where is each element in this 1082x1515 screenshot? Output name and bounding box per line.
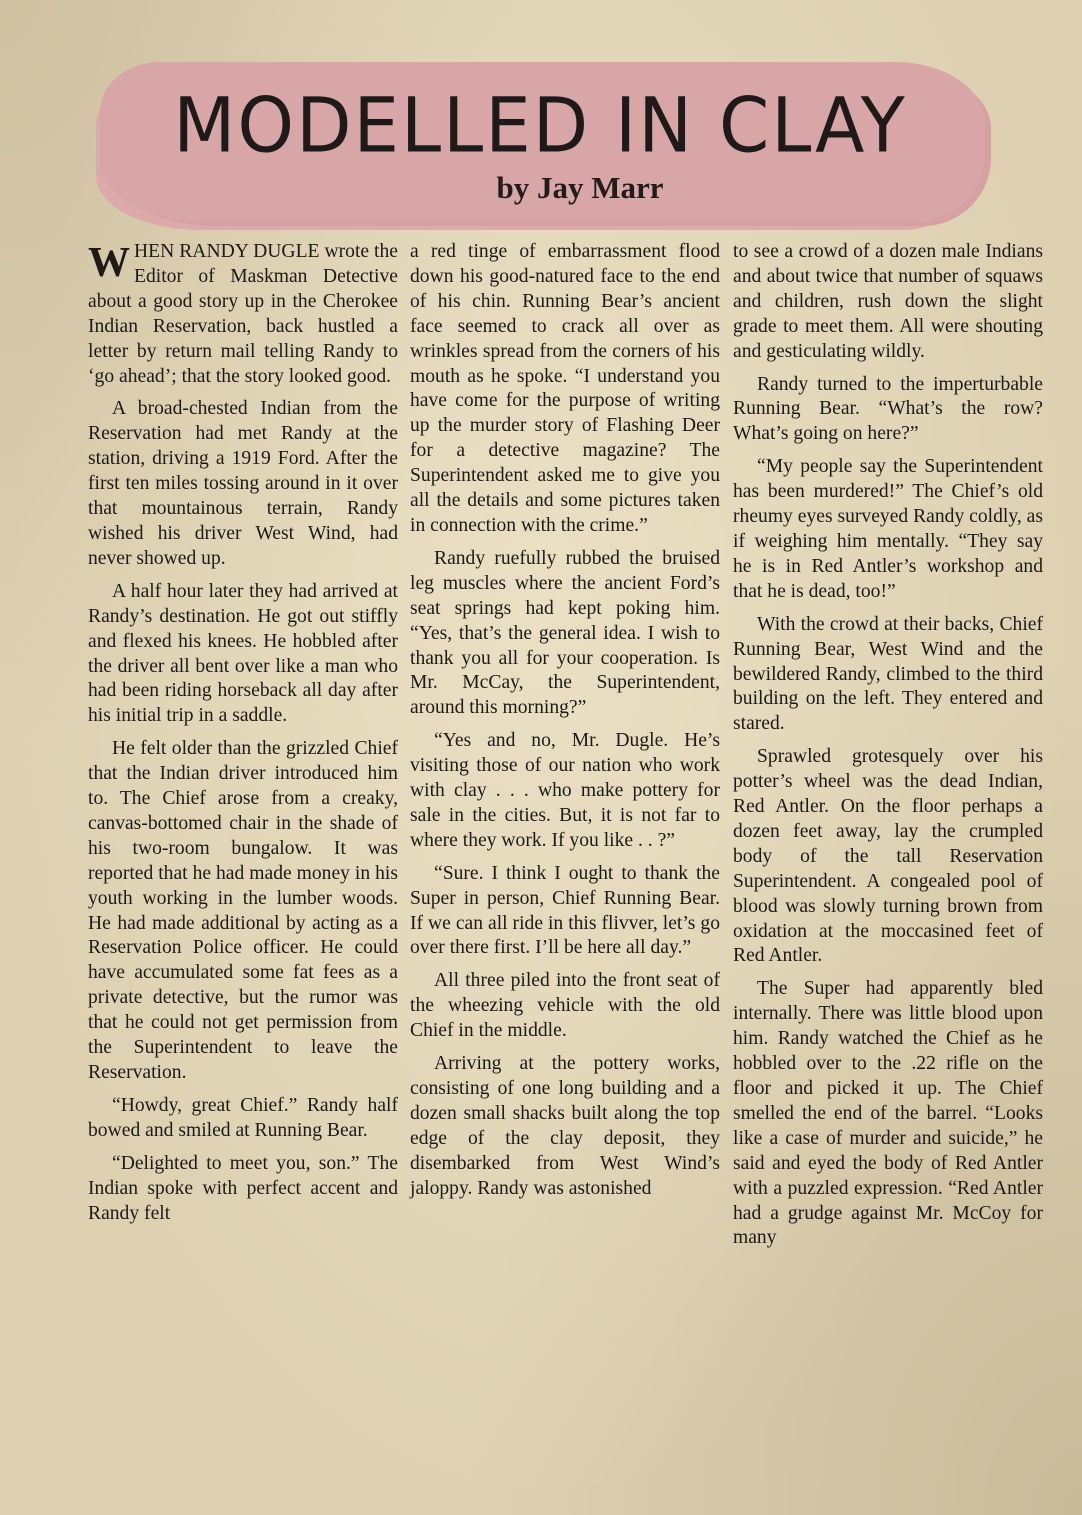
paragraph: Randy turned to the imperturbable Running Bear. “What’s the row? What’s going on here?” bbox=[733, 373, 1043, 445]
paragraph: Sprawled grotesquely over his potter’s wheel was the dead Indian, Red Antler. On the floor perhaps a dozen feet away, lay the crumpled body of the tall Reservation Superintendent. A congealed pool of blood was slowly turning brown from oxidation at the moccasined feet of Red Antler. bbox=[733, 746, 1043, 967]
text-column-3 bbox=[733, 240, 1043, 1259]
drop-cap: W bbox=[88, 240, 130, 286]
story-title: MODELLED IN CLAY bbox=[173, 80, 907, 170]
byline: by Jay Marr bbox=[496, 170, 664, 205]
paragraph: With the crowd at their backs, Chief Running Bear, West Wind and the bewildered Randy, climbed to the third building on the left. They entered and stared. bbox=[733, 613, 1043, 735]
text-column-1 bbox=[88, 240, 398, 1234]
paragraph: A broad-chested Indian from the Reservation had met Randy at the station, driving a 1919 Ford. After the first ten miles tossing around in it over that mountainous terrain, Randy wished his driver West Wind, had never showed up. bbox=[88, 398, 398, 569]
paragraph: “Howdy, great Chief.” Randy half bowed and smiled at Running Bear. bbox=[88, 1094, 398, 1141]
paragraph bbox=[88, 240, 398, 389]
paragraph: All three piled into the front seat of the wheezing vehicle with the old Chief in the middle. bbox=[410, 970, 720, 1042]
paragraph: Randy ruefully rubbed the bruised leg muscles where the ancient Ford’s seat springs had kept poking him. “Yes, that’s the general idea. I wish to thank you all for your cooperation. Is Mr. McCay, the Superintendent, around this morning?” bbox=[410, 547, 720, 719]
paragraph: He felt older than the grizzled Chief that the Indian driver introduced him to. The Chief arose from a creaky, canvas-bottomed chair in the shade of his two-room bungalow. It was reported that he had made money in his youth working in the lumber woods. He had made additional by acting as a Reservation Police officer. He could have accumulated some fat fees as a private detective, but the rumor was that he could not get permission from the Superintendent to leave the Reservation. bbox=[88, 738, 398, 1083]
paragraph: A half hour later they had arrived at Randy’s destination. He got out stiffly and flexed his knees. He hobbled after the driver all bent over like a man who had been riding horseback all day after his initial trip in a saddle. bbox=[88, 580, 398, 727]
paragraph: to see a crowd of a dozen male Indians and about twice that number of squaws and children, rush down the slight grade to meet them. All were shouting and gesticulating wildly. bbox=[733, 241, 1043, 362]
paragraph: “Yes and no, Mr. Dugle. He’s visiting those of our nation who work with clay . . . who make pottery for sale in the cities. But, it is not far to where they work. If you like . . ?” bbox=[410, 730, 720, 851]
paragraph: a red tinge of embarrassment flood down his good-natured face to the end of his chin. Running Bear’s ancient face seemed to crack all over as wrinkles spread from the corners of his mouth as he spoke. “I understand you have come for the purpose of writing up the murder story of Flashing Deer for a detective magazine? The Superintendent asked me to give you all the details and some pictures taken in connection with the crime.” bbox=[410, 241, 720, 536]
text-column-2 bbox=[410, 240, 720, 1210]
paragraph: The Super had apparently bled internally. There was little blood upon him. Randy watched the Chief as he hobbled over to the .22 rifle on the floor and picked it up. The Chief smelled the end of the barrel. “Looks like a case of murder and suicide,” he said and eyed the body of Red Antler with a puzzled expression. “Red Antler had a grudge against Mr. McCoy for many bbox=[733, 978, 1043, 1249]
paragraph: “Sure. I think I ought to thank the Super in person, Chief Running Bear. If we can all ride in this flivver, let’s go over there first. I’ll be here all day.” bbox=[410, 862, 720, 959]
paragraph-text: HEN RANDY DUGLE wrote the Editor of Maskman Detective about a good story up in the Cherokee Indian Reservation, back hustled a letter by return mail telling Randy to ‘go ahead’; that the story looked good. bbox=[88, 241, 398, 387]
paragraph: “My people say the Superintendent has been murdered!” The Chief’s old rheumy eyes surveyed Randy coldly, as if weighing him mentally. “They say he is in Red Antler’s workshop and that he is dead, too!” bbox=[733, 456, 1043, 602]
paragraph: “Delighted to meet you, son.” The Indian spoke with perfect accent and Randy felt bbox=[88, 1152, 398, 1224]
paragraph: Arriving at the pottery works, consisting of one long building and a dozen small shacks built along the top edge of the clay deposit, they disembarked from West Wind’s jaloppy. Randy was astonished bbox=[410, 1053, 720, 1199]
